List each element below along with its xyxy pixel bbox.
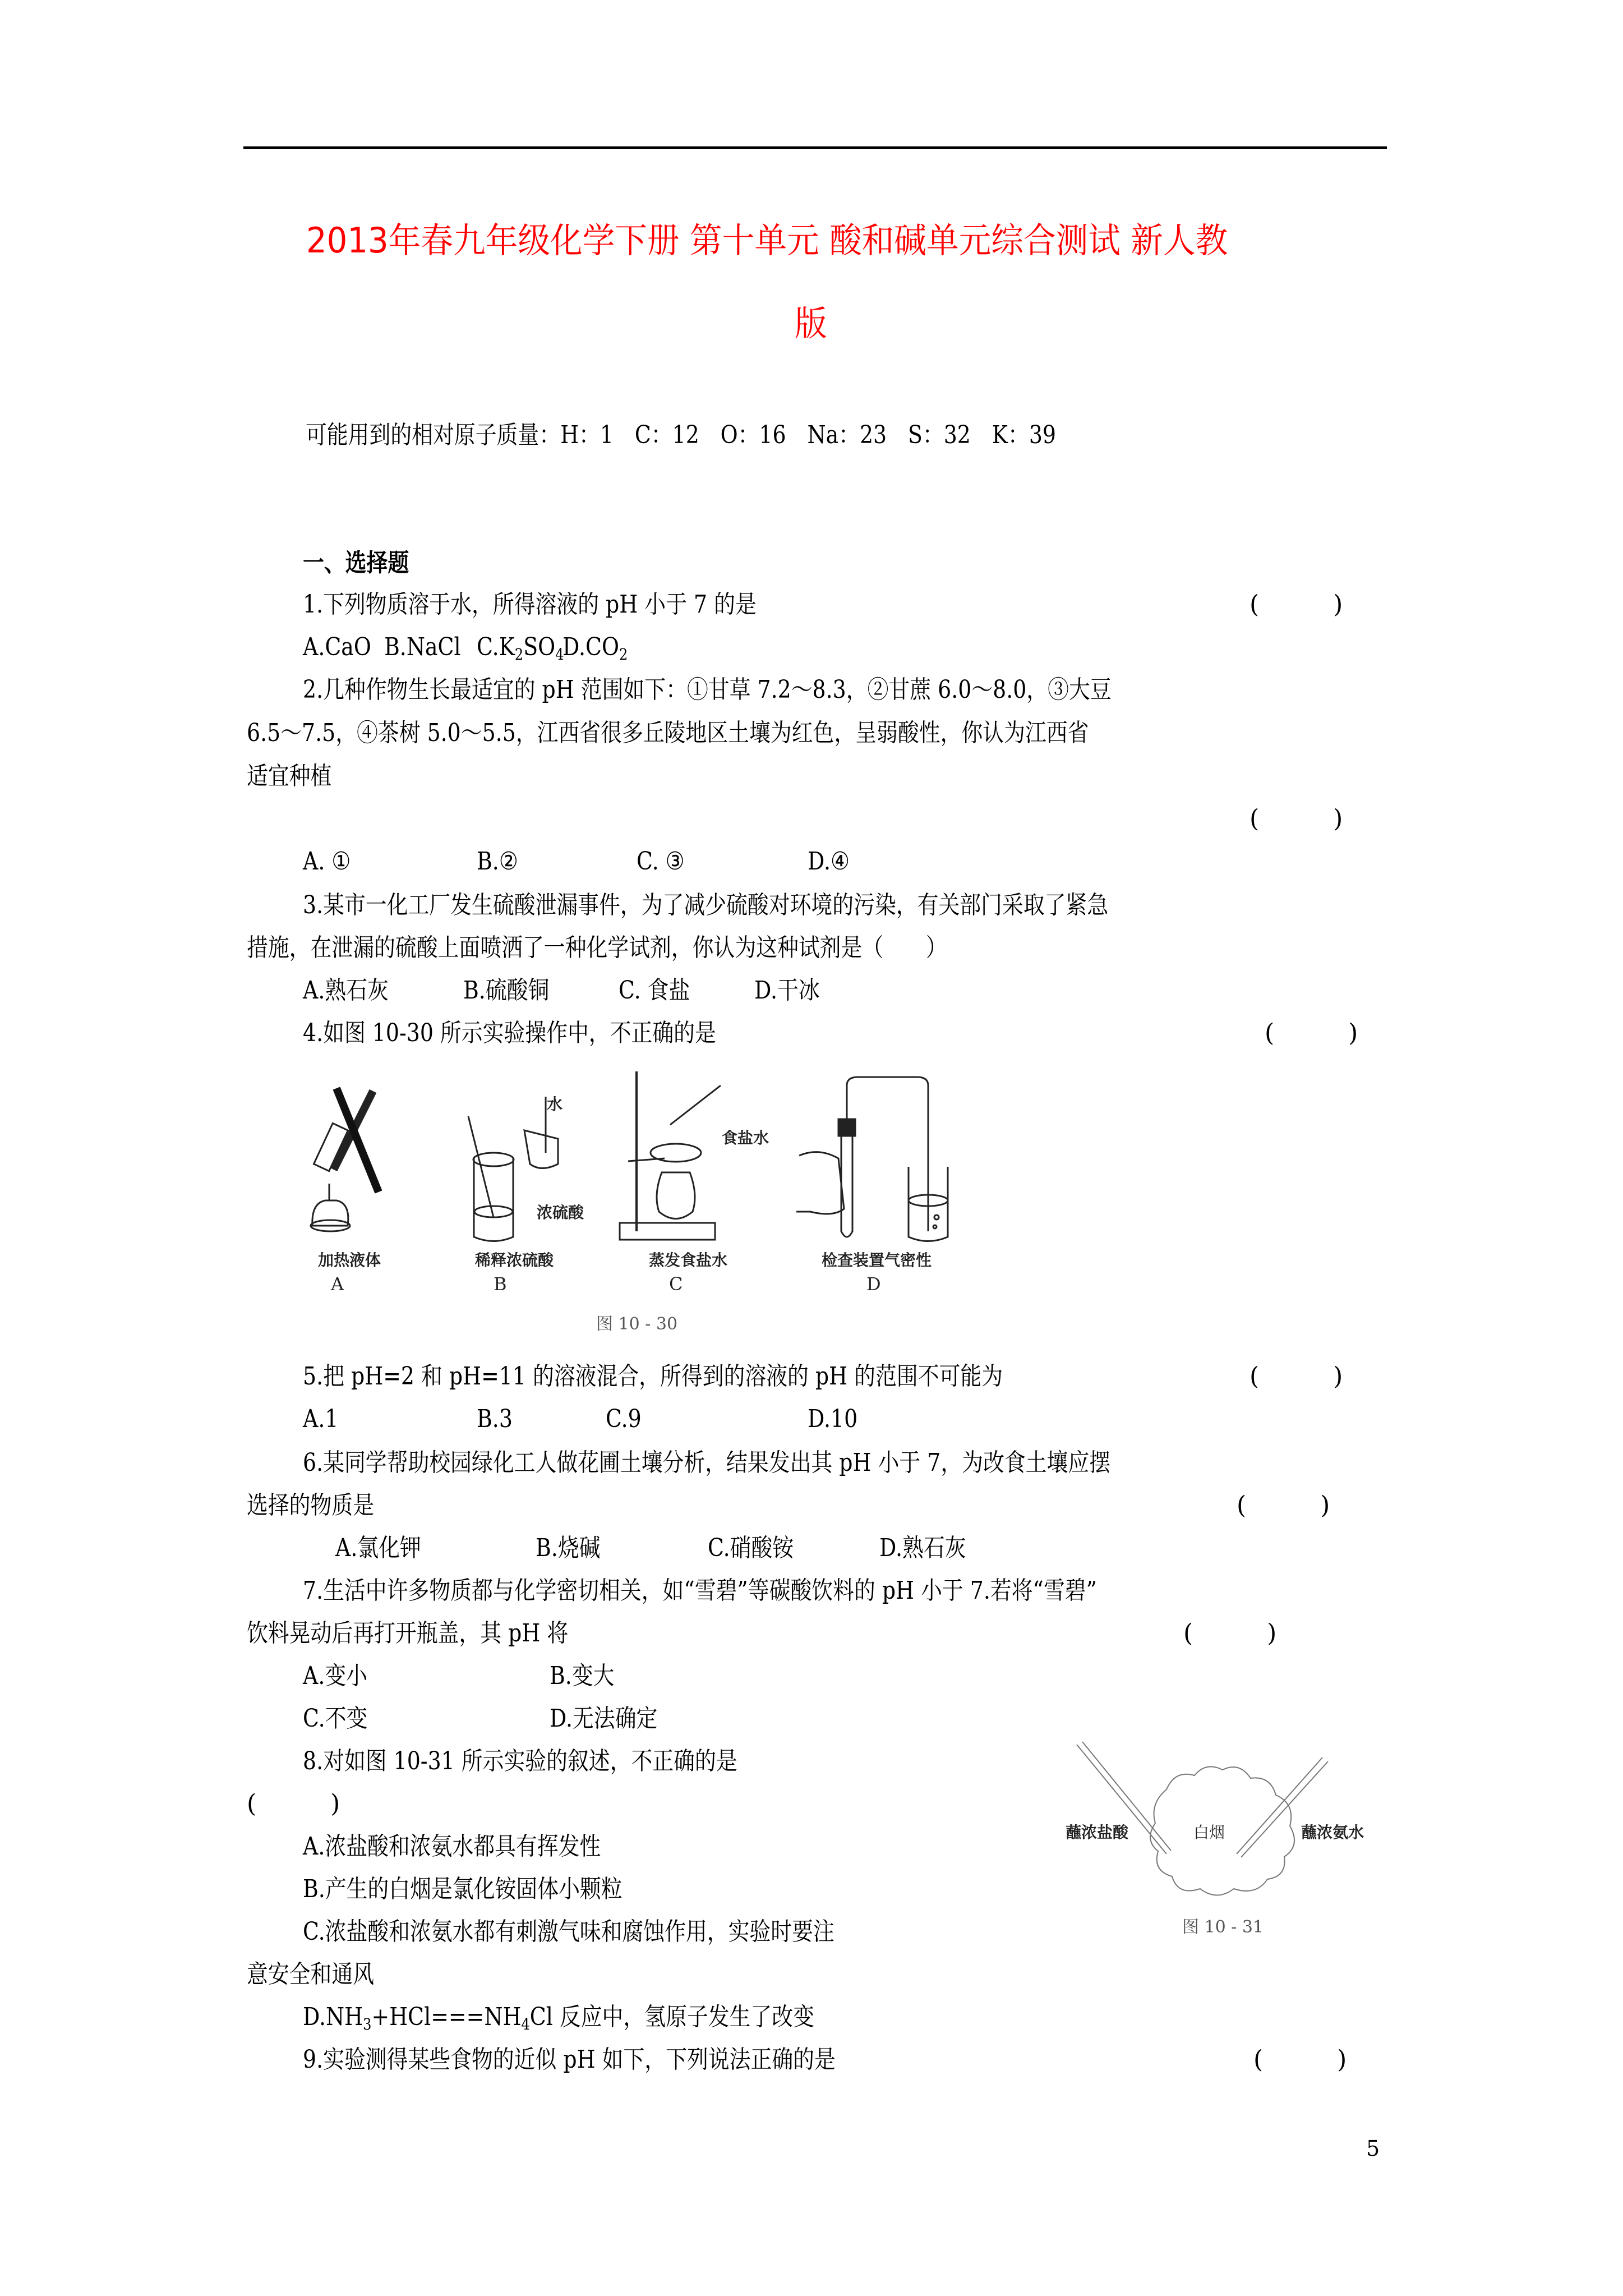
q1-option-a: A.CaO (303, 633, 371, 661)
q8-option-b: B.产生的白烟是氯化铵固体小颗粒 (303, 1875, 623, 1903)
panel-d-caption: 检查装置气密性 (822, 1251, 932, 1269)
q1-option-c: $C.K_2SO_4$ (477, 633, 564, 664)
figure-10-31 (1054, 1736, 1413, 1949)
q2-option-c: C. ③ (637, 847, 685, 876)
question-7-stem-line2: 饮料晃动后再打开瓶盖，其 pH 将 (247, 1619, 569, 1648)
q3-option-a: A.熟石灰 (303, 976, 389, 1005)
question-2-stem-line1: 2.几种作物生长最适宜的 pH 范围如下：①甘草 7.2～8.3，②甘蔗 6.0～8.0，③大豆 (303, 675, 1112, 704)
answer-blank-1[interactable]: ( ) (1249, 590, 1343, 619)
question-4-stem: 4.如图 10-30 所示实验操作中，不正确的是 (303, 1019, 716, 1047)
q2-option-d: D.④ (808, 847, 850, 876)
panel-a-caption: 加热液体 (318, 1251, 381, 1269)
panel-b-caption: 稀释浓硫酸 (475, 1251, 554, 1269)
page-number: 5 (1366, 2136, 1380, 2161)
q3-option-b: B.硫酸铜 (463, 976, 550, 1005)
figure-10-30 (306, 1063, 967, 1334)
panel-d-airtightness-icon (796, 1077, 948, 1241)
q5-option-a: A.1 (303, 1405, 339, 1433)
answer-blank-2[interactable]: ( ) (1249, 804, 1343, 833)
q5-option-c: C.9 (606, 1405, 642, 1433)
question-2-stem-line3: 适宜种植 (247, 762, 332, 790)
lab-apparatus-illustration (306, 1063, 967, 1254)
answer-blank-6[interactable]: ( ) (1237, 1491, 1330, 1520)
q1-option-b: B.NaCl (384, 633, 461, 661)
panel-a-letter: A (331, 1273, 344, 1295)
question-7-stem-line1: 7.生活中许多物质都与化学密切相关，如“雪碧”等碳酸饮料的 pH 小于 7.若将“雪碧” (303, 1576, 1097, 1605)
label-dipped-hcl: 蘸浓盐酸 (1066, 1823, 1129, 1842)
q7-option-b: B.变大 (550, 1662, 615, 1690)
q3-option-d: D.干冰 (754, 976, 820, 1005)
answer-blank-9[interactable]: ( ) (1253, 2045, 1347, 2074)
question-5-stem: 5.把 pH=2 和 pH=11 的溶液混合，所得到的溶液的 pH 的范围不可能为 (303, 1362, 1003, 1391)
q5-option-b: B.3 (477, 1405, 513, 1433)
q2-option-a: A. ① (303, 847, 351, 876)
answer-blank-8[interactable]: ( ) (247, 1789, 340, 1818)
q7-option-c: C.不变 (303, 1704, 368, 1733)
q6-option-b: B.烧碱 (536, 1534, 601, 1562)
panel-a-heating-tube-icon (311, 1088, 379, 1231)
panel-c-evaporation-stand-icon (620, 1071, 721, 1240)
atomic-masses: 可能用到的相对原子质量：H：1 C：12 O：16 Na：23 S：32 K：39 (306, 421, 1056, 449)
q8-option-c-continued: 意安全和通风 (247, 1960, 375, 1989)
answer-blank-7[interactable]: ( ) (1183, 1619, 1277, 1648)
answer-blank-5[interactable]: ( ) (1249, 1362, 1343, 1391)
q6-option-a: A.氯化钾 (335, 1534, 421, 1562)
section-heading: 一、选择题 (303, 549, 409, 577)
question-2-stem-line2: 6.5～7.5，④茶树 5.0～5.5，江西省很多丘陵地区土壤为红色，呈弱酸性，你认为江西省 (247, 719, 1089, 747)
q6-option-c: C.硝酸铵 (708, 1534, 794, 1562)
question-8-stem: 8.对如图 10-31 所示实验的叙述，不正确的是 (303, 1747, 737, 1775)
panel-d-letter: D (866, 1273, 881, 1295)
q3-option-c: C. 食盐 (619, 976, 690, 1005)
document-title: 2013年春九年级化学下册 第十单元 酸和碱单元综合测试 新人教 (306, 220, 1228, 261)
label-conc-sulfuric-acid: 浓硫酸 (537, 1203, 584, 1222)
panel-c-caption: 蒸发食盐水 (649, 1251, 728, 1269)
q8-option-c: C.浓盐酸和浓氨水都有刺激气味和腐蚀作用，实验时要注 (303, 1917, 834, 1946)
q5-option-d: D.10 (808, 1405, 858, 1433)
question-3-stem-line1: 3.某市一化工厂发生硫酸泄漏事件，为了减少硫酸对环境的污染，有关部门采取了紧急 (303, 891, 1109, 919)
label-white-smoke: 白烟 (1193, 1823, 1225, 1842)
q8-option-d: $D.NH_3+HCl===NH_4Cl$ 反应中，氢原子发生了改变 (303, 2003, 814, 2033)
figure-10-30-caption: 图 10 - 30 (596, 1314, 678, 1334)
label-salt-water: 食盐水 (722, 1129, 769, 1147)
q2-option-b: B.② (477, 847, 518, 876)
figure-10-31-caption: 图 10 - 31 (1182, 1917, 1264, 1937)
q7-option-d: D.无法确定 (550, 1704, 658, 1733)
q8-option-a: A.浓盐酸和浓氨水都具有挥发性 (303, 1832, 601, 1861)
q6-option-d: D.熟石灰 (879, 1534, 966, 1562)
question-3-stem-line2: 措施，在泄漏的硫酸上面喷洒了一种化学试剂，你认为这种试剂是（ ） (247, 933, 947, 962)
panel-c-letter: C (669, 1273, 683, 1295)
question-1-stem: 1.下列物质溶于水，所得溶液的 pH 小于 7 的是 (303, 590, 757, 619)
label-dipped-ammonia: 蘸浓氨水 (1301, 1823, 1364, 1842)
question-9-stem: 9.实验测得某些食物的近似 pH 如下，下列说法正确的是 (303, 2045, 836, 2074)
q1-option-d: $D.CO_2$ (562, 633, 628, 664)
answer-blank-4[interactable]: ( ) (1265, 1019, 1358, 1047)
label-water: 水 (547, 1095, 563, 1114)
question-6-stem-line1: 6.某同学帮助校园绿化工人做花圃土壤分析，结果发出其 pH 小于 7，为改食土壤应摆 (303, 1448, 1111, 1477)
question-6-stem-line2: 选择的物质是 (247, 1491, 375, 1520)
q7-option-a: A.变小 (303, 1662, 368, 1690)
document-title-continued: 版 (795, 303, 827, 344)
panel-b-letter: B (494, 1273, 507, 1295)
header-rule (243, 146, 1387, 149)
